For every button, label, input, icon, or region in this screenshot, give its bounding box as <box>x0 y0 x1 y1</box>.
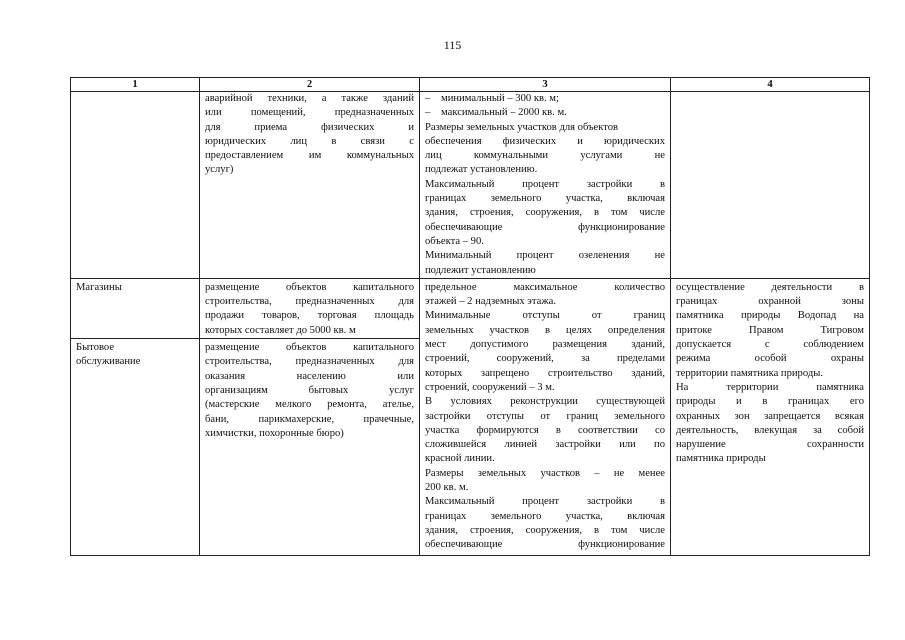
text-line: строений, сооружений – 3 м. <box>425 381 555 393</box>
text-line: организациям бытовых услуг <box>205 384 414 396</box>
text-line: услуг) <box>205 164 234 176</box>
header-col-4: 4 <box>671 78 870 92</box>
text-line: допускается с соблюдением <box>676 339 864 351</box>
text-line: размещение объектов капитального <box>205 281 414 293</box>
text-line: мест допустимого размещения зданий, <box>425 339 665 351</box>
text-line: или помещений, предназначенных <box>205 107 414 119</box>
text-line: памятника природы Водопад на <box>676 310 864 322</box>
text-line: застройки отступы от границ земельного <box>425 410 665 422</box>
text-line: подлежит установлению <box>425 264 536 276</box>
text-line: размещение объектов капитального <box>205 342 414 354</box>
text-line: продажи товаров, торговая площадь <box>205 310 414 322</box>
text-line: В условиях реконструкции существующей <box>425 396 665 408</box>
header-col-2: 2 <box>200 78 420 92</box>
text-line: сложившейся линией застройки или по <box>425 439 665 451</box>
text-line: Размеры земельных участков для объектов <box>425 121 619 133</box>
text-line: памятника природы <box>676 453 766 465</box>
text-line: объекта – 90. <box>425 235 484 247</box>
text-line: На территории памятника <box>676 381 864 393</box>
dash-item: – минимальный – 300 кв. м; <box>425 93 559 104</box>
text-line: природы и в границах его <box>676 396 864 408</box>
row2-col2 <box>200 278 420 338</box>
text-line: для приема физических и <box>205 121 414 133</box>
text-line: юридических лиц в связи с <box>205 135 414 147</box>
shared-col3 <box>420 278 671 555</box>
text-line: красной линии. <box>425 453 495 465</box>
text-line: здания, строения, сооружения, в том числе <box>425 207 665 219</box>
row1-col2 <box>200 92 420 279</box>
row3-col2 <box>200 339 420 556</box>
text-line: осуществление деятельности в <box>676 281 864 293</box>
row2-col1 <box>71 278 200 338</box>
row1-col3 <box>420 92 671 279</box>
page-number: 115 <box>443 38 462 52</box>
text-line: территории памятника природы. <box>676 367 823 379</box>
header-col-3: 3 <box>420 78 671 92</box>
text-line: этажей – 2 надземных этажа. <box>425 296 556 308</box>
text-line: Минимальный процент озеленения не <box>425 250 665 262</box>
dash-item: – максимальный – 2000 кв. м. <box>425 107 567 119</box>
text-line: обеспечивающие функционирование <box>425 539 665 551</box>
table-row <box>71 278 870 338</box>
text-line: Максимальный процент застройки в <box>425 178 665 190</box>
text-line: химчистки, похоронные бюро) <box>205 427 344 439</box>
text-line: 200 кв. м. <box>425 482 469 494</box>
text-line: оказания населению или <box>205 370 414 382</box>
text-line: границах земельного участка, включая <box>425 510 665 522</box>
text-line: которых запрещено строительство зданий, <box>425 367 665 379</box>
text-line: аварийной техники, а также зданий <box>205 93 414 104</box>
text-line: строительства, предназначенных для <box>205 356 414 368</box>
text-line: строительства, предназначенных для <box>205 296 414 308</box>
text-line: предоставлением им коммунальных <box>205 150 414 162</box>
text-line: здания, строения, сооружения, в том числе <box>425 524 665 536</box>
text-line: которых составляет до 5000 кв. м <box>205 324 356 336</box>
table-header-row <box>71 78 870 92</box>
table-row <box>71 92 870 279</box>
text-line: нарушение сохранности <box>676 439 864 451</box>
text-line: бани, парикмахерские, прачечные, <box>205 413 414 425</box>
text-line: Размеры земельных участков – не менее <box>425 467 665 479</box>
text-line: строений, сооружений, за пределами <box>425 353 665 365</box>
text-line: лиц коммунальными услугами не <box>425 150 665 162</box>
text-line: Максимальный процент застройки в <box>425 496 665 508</box>
text-line: (мастерские мелкого ремонта, ателье, <box>205 399 414 411</box>
regulations-table <box>70 77 870 556</box>
use-name-line: обслуживание <box>76 356 141 368</box>
header-col-1: 1 <box>71 78 200 92</box>
text-line: границах охранной зоны <box>676 296 864 308</box>
text-line: предельное максимальное количество <box>425 281 665 293</box>
text-line: Минимальные отступы от границ <box>425 310 665 322</box>
use-name-line: Бытовое <box>76 342 115 354</box>
shared-col4 <box>671 278 870 555</box>
text-line: обеспечения физических и юридических <box>425 135 665 147</box>
text-line: деятельность, влекущая за собой <box>676 424 864 436</box>
row1-col1 <box>71 92 200 279</box>
text-line: обеспечивающие функционирование <box>425 221 665 233</box>
text-line: режима особой охраны <box>676 353 864 365</box>
text-line: границах земельного участка, включая <box>425 193 665 205</box>
use-name: Магазины <box>76 281 122 293</box>
text-line: земельных участков в целях определения <box>425 324 665 336</box>
row3-col1 <box>71 339 200 556</box>
row1-col4 <box>671 92 870 279</box>
text-line: охранных зон запрещается всякая <box>676 410 864 422</box>
text-line: участка формируются в соответствии со <box>425 424 665 436</box>
text-line: подлежат установлению. <box>425 164 538 176</box>
text-line: притоке Правом Тигровом <box>676 324 864 336</box>
